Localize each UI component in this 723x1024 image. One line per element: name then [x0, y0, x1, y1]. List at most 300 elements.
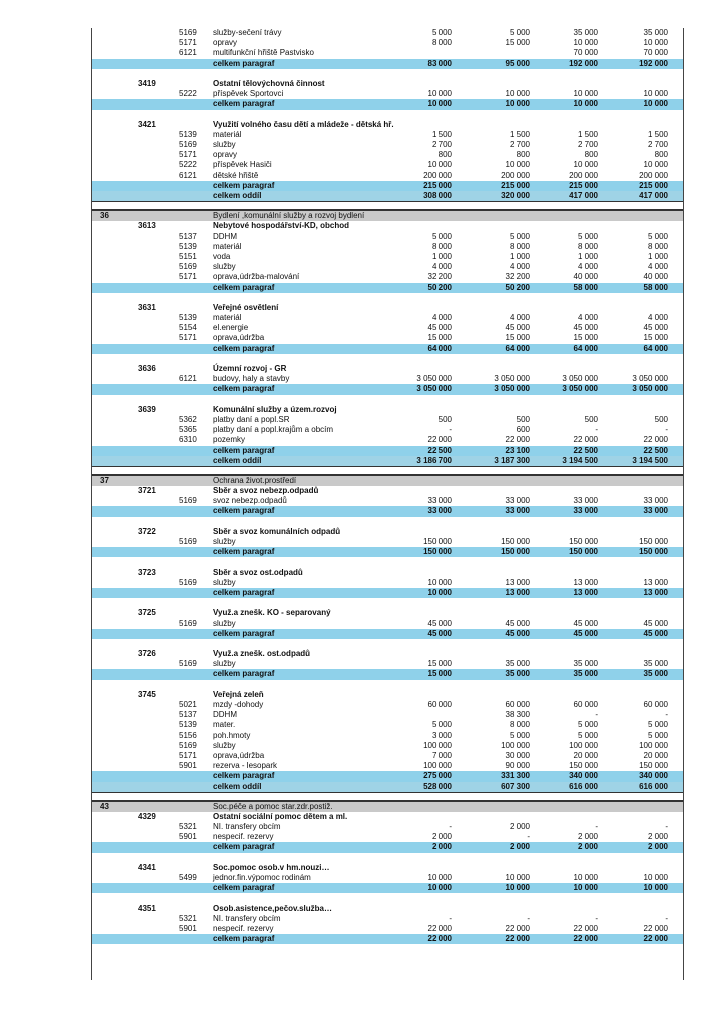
amount-cell: 417 000: [569, 191, 598, 200]
row-label: celkem paragraf: [213, 384, 275, 394]
amount-cell: 33 000: [573, 496, 598, 506]
amount-cell: 13 000: [643, 587, 668, 597]
amount-cell: -: [665, 710, 668, 720]
row-label: služby: [213, 740, 236, 750]
amount-cell: 500: [584, 414, 598, 424]
row-label: NI. transfery obcím: [213, 822, 281, 832]
amount-cell: 4 000: [431, 262, 452, 272]
amount-cell: 64 000: [427, 343, 452, 353]
amount-cell: 15 000: [573, 333, 598, 343]
amount-cell: 1 000: [647, 251, 668, 261]
amount-cell: 3 187 300: [494, 455, 530, 465]
row-label: příspěvek Hasiči: [213, 160, 272, 170]
amount-cell: 4 000: [577, 313, 598, 323]
amount-cell: 100 000: [639, 740, 668, 750]
item-row: [92, 415, 683, 425]
section-code: 37: [100, 475, 109, 485]
amount-cell: 200 000: [501, 170, 530, 180]
item-code: 5321: [179, 822, 197, 832]
row-label: služby: [213, 659, 236, 669]
item-code: 6121: [179, 374, 197, 384]
item-code: 5169: [179, 28, 197, 37]
amount-cell: 13 000: [573, 577, 598, 587]
amount-cell: 3 194 500: [632, 455, 668, 465]
paragraph-code: 3421: [138, 119, 156, 129]
item-row: [92, 731, 683, 741]
amount-cell: 10 000: [427, 883, 452, 893]
amount-cell: 10 000: [573, 38, 598, 48]
budget-table: [91, 28, 684, 980]
item-code: 5171: [179, 272, 197, 282]
paragraph-header-row: [92, 405, 683, 415]
row-label: platby daní a popl.SR: [213, 414, 290, 424]
amount-cell: 331 300: [501, 771, 530, 781]
row-label: celkem oddíl: [213, 191, 262, 200]
item-code: 6121: [179, 48, 197, 58]
item-code: 6310: [179, 435, 197, 445]
amount-cell: -: [595, 822, 598, 832]
amount-cell: 90 000: [505, 761, 530, 771]
amount-cell: 215 000: [569, 180, 598, 190]
blank-row: [92, 680, 683, 690]
amount-cell: 10 000: [505, 873, 530, 882]
paragraph-header-row: [92, 527, 683, 537]
amount-cell: 35 000: [505, 659, 530, 669]
amount-cell: 22 000: [427, 923, 452, 933]
paragraph-code: 3613: [138, 221, 156, 231]
amount-cell: 13 000: [573, 587, 598, 597]
amount-cell: 10 000: [427, 160, 452, 170]
amount-cell: 45 000: [573, 618, 598, 628]
amount-cell: 500: [438, 414, 452, 424]
item-row: [92, 700, 683, 710]
paragraph-total-row: [92, 283, 683, 293]
amount-cell: 2 700: [509, 140, 530, 150]
blank-row: [92, 598, 683, 608]
amount-cell: 45 000: [573, 628, 598, 638]
row-label: Bydlení ,komunální služby a rozvoj bydlení: [213, 211, 365, 221]
paragraph-code: 3721: [138, 486, 156, 496]
amount-cell: 13 000: [643, 577, 668, 587]
section-separator: [92, 793, 683, 801]
row-label: Sběr a svoz nebezp.odpadů: [213, 486, 319, 496]
item-row: [92, 38, 683, 48]
item-row: [92, 537, 683, 547]
amount-cell: 10 000: [643, 883, 668, 893]
row-label: materiál: [213, 129, 242, 139]
amount-cell: 150 000: [569, 761, 598, 771]
section-total-row: [92, 782, 683, 793]
amount-cell: 5 000: [431, 720, 452, 730]
row-label: multifunkční hřiště Pastvisko: [213, 48, 314, 58]
amount-cell: 215 000: [639, 180, 668, 190]
amount-cell: 10 000: [505, 883, 530, 893]
row-label: celkem paragraf: [213, 99, 275, 109]
paragraph-total-row: [92, 547, 683, 557]
amount-cell: 800: [584, 150, 598, 160]
amount-cell: 500: [654, 414, 668, 424]
item-row: [92, 914, 683, 924]
amount-cell: 3 000: [431, 730, 452, 740]
row-label: Využití volného času dětí a mládeže - dětská hř.: [213, 119, 394, 129]
amount-cell: 22 000: [643, 923, 668, 933]
amount-cell: 150 000: [501, 547, 530, 557]
amount-cell: 800: [654, 150, 668, 160]
blank-row: [92, 639, 683, 649]
amount-cell: 150 000: [639, 547, 668, 557]
row-label: Využ.a znešk. KO - separovaný: [213, 608, 331, 618]
row-label: Ochrana život.prostředí: [213, 475, 297, 485]
paragraph-header-row: [92, 79, 683, 89]
amount-cell: 15 000: [505, 38, 530, 48]
amount-cell: 45 000: [505, 618, 530, 628]
amount-cell: 33 000: [427, 496, 452, 506]
item-code: 5901: [179, 923, 197, 933]
amount-cell: 192 000: [569, 58, 598, 68]
row-label: celkem paragraf: [213, 445, 275, 455]
amount-cell: 5 000: [431, 231, 452, 241]
amount-cell: 2 700: [647, 140, 668, 150]
paragraph-code: 3723: [138, 567, 156, 577]
amount-cell: 7 000: [431, 750, 452, 760]
amount-cell: 83 000: [427, 58, 452, 68]
amount-cell: 35 000: [643, 28, 668, 37]
blank-row: [92, 69, 683, 79]
paragraph-code: 4329: [138, 811, 156, 821]
section-separator: [92, 202, 683, 210]
paragraph-header-row: [92, 364, 683, 374]
row-label: celkem paragraf: [213, 842, 275, 852]
blank-row: [92, 517, 683, 527]
amount-cell: 5 000: [509, 730, 530, 740]
row-label: materiál: [213, 241, 242, 251]
amount-cell: 22 000: [505, 923, 530, 933]
paragraph-total-row: [92, 384, 683, 394]
amount-cell: 45 000: [643, 628, 668, 638]
paragraph-header-row: [92, 568, 683, 578]
item-row: [92, 720, 683, 730]
section-header-row: [92, 210, 683, 221]
row-label: celkem paragraf: [213, 343, 275, 353]
amount-cell: 70 000: [643, 48, 668, 58]
amount-cell: 5 000: [647, 730, 668, 740]
row-label: mzdy -dohody: [213, 700, 264, 709]
amount-cell: 10 000: [505, 89, 530, 99]
amount-cell: 35 000: [643, 669, 668, 679]
item-code: 5362: [179, 414, 197, 424]
amount-cell: 616 000: [639, 781, 668, 791]
blank-row: [92, 893, 683, 903]
amount-cell: 22 000: [573, 934, 598, 944]
item-row: [92, 496, 683, 506]
amount-cell: -: [595, 425, 598, 435]
amount-cell: 13 000: [505, 587, 530, 597]
amount-cell: 22 500: [427, 445, 452, 455]
paragraph-total-row: [92, 99, 683, 109]
row-label: služby: [213, 618, 236, 628]
row-label: celkem paragraf: [213, 883, 275, 893]
row-label: služby: [213, 577, 236, 587]
amount-cell: -: [665, 822, 668, 832]
amount-cell: 22 000: [427, 934, 452, 944]
row-label: Ostatní tělovýchovná činnost: [213, 78, 325, 88]
amount-cell: 5 000: [577, 720, 598, 730]
amount-cell: 45 000: [643, 618, 668, 628]
amount-cell: 8 000: [577, 241, 598, 251]
row-label: celkem paragraf: [213, 628, 275, 638]
amount-cell: 15 000: [505, 333, 530, 343]
row-label: platby daní a popl.krajům a obcím: [213, 425, 334, 435]
item-row: [92, 659, 683, 669]
row-label: Územní rozvoj - GR: [213, 364, 287, 373]
amount-cell: 215 000: [501, 180, 530, 190]
amount-cell: 1 000: [509, 251, 530, 261]
amount-cell: 45 000: [573, 323, 598, 333]
amount-cell: 8 000: [509, 720, 530, 730]
amount-cell: 340 000: [639, 771, 668, 781]
blank-row: [92, 853, 683, 863]
amount-cell: 5 000: [577, 231, 598, 241]
row-label: Sběr a svoz ost.odpadů: [213, 567, 303, 577]
paragraph-total-row: [92, 344, 683, 354]
amount-cell: -: [665, 913, 668, 923]
paragraph-code: 3725: [138, 608, 156, 618]
item-code: 5156: [179, 730, 197, 740]
amount-cell: 64 000: [573, 343, 598, 353]
item-row: [92, 741, 683, 751]
paragraph-total-row: [92, 588, 683, 598]
amount-cell: 607 300: [501, 781, 530, 791]
amount-cell: 35 000: [573, 659, 598, 669]
amount-cell: 10 000: [427, 587, 452, 597]
row-label: celkem paragraf: [213, 587, 275, 597]
amount-cell: 58 000: [573, 282, 598, 292]
item-code: 5901: [179, 761, 197, 771]
amount-cell: 200 000: [423, 170, 452, 180]
item-code: 5139: [179, 241, 197, 251]
paragraph-total-row: [92, 934, 683, 944]
amount-cell: 1 500: [509, 129, 530, 139]
section-separator: [92, 467, 683, 475]
row-label: služby-sečení trávy: [213, 28, 282, 37]
amount-cell: 3 050 000: [562, 374, 598, 384]
amount-cell: 1 500: [431, 129, 452, 139]
section-header-row: [92, 801, 683, 812]
amount-cell: 3 050 000: [632, 374, 668, 384]
amount-cell: 35 000: [505, 669, 530, 679]
paragraph-header-row: [92, 303, 683, 313]
amount-cell: 8 000: [431, 241, 452, 251]
amount-cell: 150 000: [423, 537, 452, 546]
amount-cell: 5 000: [509, 28, 530, 37]
amount-cell: 340 000: [569, 771, 598, 781]
row-label: DDHM: [213, 710, 237, 720]
amount-cell: 10 000: [573, 89, 598, 99]
item-code: 5139: [179, 313, 197, 323]
row-label: voda: [213, 251, 231, 261]
amount-cell: 22 000: [427, 435, 452, 445]
amount-cell: 1 000: [577, 251, 598, 261]
item-code: 5021: [179, 700, 197, 709]
amount-cell: 1 500: [577, 129, 598, 139]
amount-cell: -: [449, 913, 452, 923]
row-label: dětské hřiště: [213, 170, 259, 180]
amount-cell: 45 000: [505, 323, 530, 333]
item-row: [92, 374, 683, 384]
item-code: 5137: [179, 710, 197, 720]
amount-cell: 5 000: [509, 231, 530, 241]
amount-cell: 3 050 000: [562, 384, 598, 394]
item-row: [92, 323, 683, 333]
row-label: Využ.a znešk. ost.odpadů: [213, 649, 311, 659]
amount-cell: 10 000: [427, 89, 452, 99]
item-code: 5901: [179, 832, 197, 842]
amount-cell: 58 000: [643, 282, 668, 292]
amount-cell: 20 000: [643, 750, 668, 760]
item-row: [92, 150, 683, 160]
amount-cell: 22 500: [573, 445, 598, 455]
row-label: celkem paragraf: [213, 282, 275, 292]
amount-cell: 20 000: [573, 750, 598, 760]
amount-cell: 10 000: [643, 38, 668, 48]
amount-cell: 22 000: [505, 435, 530, 445]
amount-cell: 10 000: [643, 873, 668, 882]
row-label: služby: [213, 262, 236, 272]
amount-cell: 15 000: [643, 333, 668, 343]
amount-cell: 10 000: [505, 99, 530, 109]
amount-cell: 33 000: [427, 506, 452, 516]
amount-cell: 35 000: [643, 659, 668, 669]
paragraph-total-row: [92, 629, 683, 639]
amount-cell: 30 000: [505, 750, 530, 760]
amount-cell: 10 000: [427, 99, 452, 109]
amount-cell: 22 000: [643, 435, 668, 445]
item-row: [92, 232, 683, 242]
amount-cell: 2 000: [577, 842, 598, 852]
amount-cell: 800: [438, 150, 452, 160]
item-code: 5171: [179, 150, 197, 160]
amount-cell: 15 000: [427, 659, 452, 669]
item-code: 5169: [179, 659, 197, 669]
paragraph-header-row: [92, 649, 683, 659]
amount-cell: 23 100: [505, 445, 530, 455]
amount-cell: 2 000: [647, 832, 668, 842]
amount-cell: 45 000: [427, 323, 452, 333]
row-label: Veřejná zeleň: [213, 689, 264, 699]
paragraph-code: 3722: [138, 526, 156, 536]
item-row: [92, 262, 683, 272]
amount-cell: 10 000: [427, 873, 452, 882]
amount-cell: 3 186 700: [416, 455, 452, 465]
amount-cell: 3 050 000: [632, 384, 668, 394]
item-row: [92, 242, 683, 252]
amount-cell: 33 000: [505, 506, 530, 516]
amount-cell: 308 000: [423, 191, 452, 200]
amount-cell: 38 300: [505, 710, 530, 720]
amount-cell: 100 000: [423, 740, 452, 750]
amount-cell: 150 000: [569, 547, 598, 557]
item-code: 5171: [179, 38, 197, 48]
amount-cell: 22 000: [505, 934, 530, 944]
amount-cell: 33 000: [643, 506, 668, 516]
amount-cell: -: [665, 425, 668, 435]
amount-cell: -: [527, 913, 530, 923]
amount-cell: 35 000: [573, 28, 598, 37]
paragraph-code: 4351: [138, 903, 156, 913]
amount-cell: 200 000: [639, 170, 668, 180]
item-row: [92, 822, 683, 832]
amount-cell: 2 000: [509, 842, 530, 852]
amount-cell: 45 000: [643, 323, 668, 333]
amount-cell: 2 000: [431, 842, 452, 852]
amount-cell: 15 000: [427, 333, 452, 343]
row-label: Komunální služby a územ.rozvoj: [213, 404, 337, 414]
row-label: rezerva - lesopark: [213, 761, 278, 771]
paragraph-code: 3419: [138, 78, 156, 88]
amount-cell: 4 000: [509, 313, 530, 323]
paragraph-total-row: [92, 59, 683, 69]
amount-cell: 150 000: [639, 537, 668, 546]
row-label: celkem paragraf: [213, 58, 275, 68]
item-code: 6121: [179, 170, 197, 180]
amount-cell: 50 200: [427, 282, 452, 292]
amount-cell: -: [595, 913, 598, 923]
amount-cell: 600: [516, 425, 530, 435]
amount-cell: 33 000: [505, 496, 530, 506]
row-label: pozemky: [213, 435, 246, 445]
row-label: poh.hmoty: [213, 730, 251, 740]
amount-cell: 4 000: [577, 262, 598, 272]
amount-cell: 2 000: [647, 842, 668, 852]
row-label: opravy: [213, 38, 238, 48]
item-code: 5169: [179, 537, 197, 546]
amount-cell: -: [449, 822, 452, 832]
row-label: Veřejné osvětlení: [213, 302, 279, 312]
row-label: celkem oddíl: [213, 781, 262, 791]
amount-cell: 3 194 500: [562, 455, 598, 465]
amount-cell: 528 000: [423, 781, 452, 791]
row-label: celkem paragraf: [213, 547, 275, 557]
amount-cell: 215 000: [423, 180, 452, 190]
row-label: materiál: [213, 313, 242, 323]
row-label: Soc.péče a pomoc star.zdr.postiž.: [213, 801, 333, 811]
amount-cell: 3 050 000: [416, 384, 452, 394]
amount-cell: 60 000: [505, 700, 530, 709]
item-code: 5139: [179, 129, 197, 139]
amount-cell: 2 700: [577, 140, 598, 150]
amount-cell: 60 000: [573, 700, 598, 709]
row-label: Soc.pomoc osob.v hm.nouzi…: [213, 862, 330, 872]
item-row: [92, 252, 683, 262]
paragraph-header-row: [92, 608, 683, 618]
row-label: Ostatní sociální pomoc dětem a ml.: [213, 811, 348, 821]
amount-cell: 3 050 000: [416, 374, 452, 384]
item-row: [92, 48, 683, 58]
amount-cell: 800: [516, 150, 530, 160]
amount-cell: 10 000: [573, 99, 598, 109]
amount-cell: 10 000: [573, 160, 598, 170]
row-label: opravy: [213, 150, 238, 160]
amount-cell: 15 000: [427, 669, 452, 679]
row-label: příspěvek Sportovci: [213, 89, 284, 99]
item-code: 5365: [179, 425, 197, 435]
item-row: [92, 710, 683, 720]
paragraph-total-row: [92, 181, 683, 191]
row-label: mater.: [213, 720, 236, 730]
amount-cell: -: [595, 710, 598, 720]
paragraph-header-row: [92, 486, 683, 496]
paragraph-code: 3745: [138, 689, 156, 699]
